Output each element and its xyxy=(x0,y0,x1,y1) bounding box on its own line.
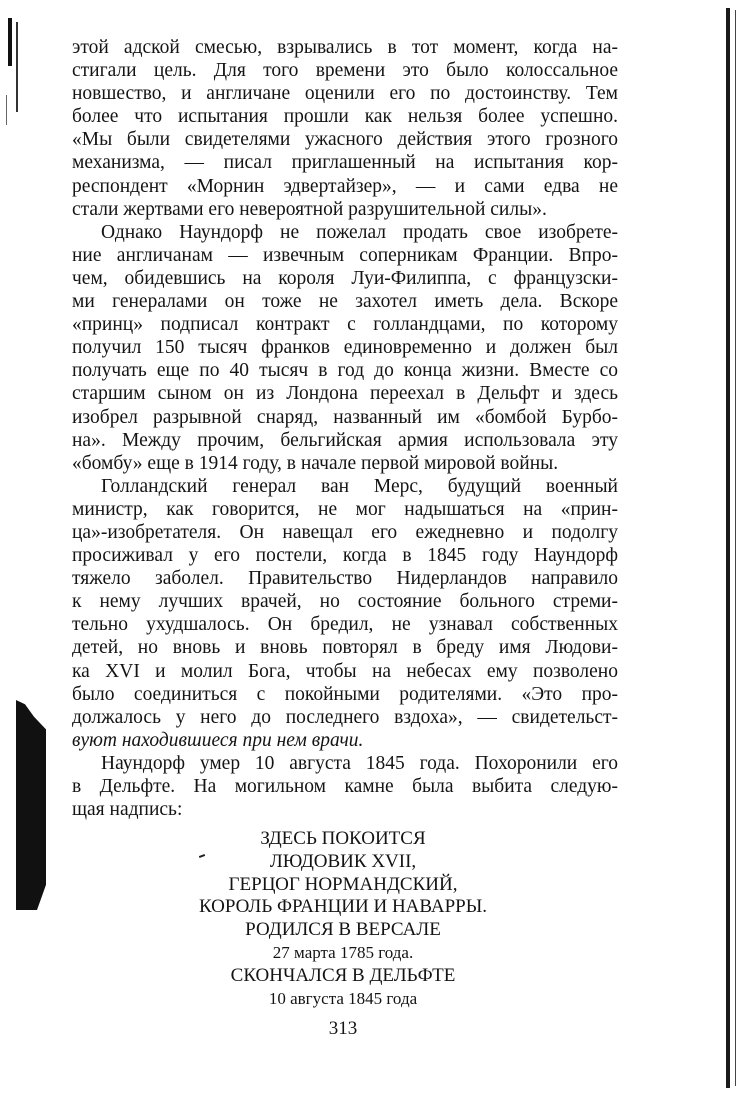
text-line: детей, но вновь и вновь повторял в бреду имя Людови- xyxy=(72,637,618,659)
text-line: Наундорф умер 10 августа 1845 года. Похоронили его xyxy=(101,752,618,774)
text-line: новшество, и англичане оценили его по достоинству. Тем xyxy=(72,83,618,105)
epitaph-line: КОРОЛЬ ФРАНЦИИ И НАВАРРЫ. xyxy=(198,896,488,918)
text-line: изобрел разрывной снаряд, названный им «бомбой Бурбо- xyxy=(72,406,618,428)
text-line: респондент «Морнин эдвертайзер», — и сами едва не xyxy=(72,175,618,197)
text-line: «бомбу» еще в 1914 году, в начале первой мировой войны. xyxy=(72,452,559,474)
text-line: «принц» подписал контракт с голландцами, по которому xyxy=(72,314,618,336)
text-line: более что испытания прошли как нельзя более успешно. xyxy=(72,106,618,128)
text-line: получил 150 тысяч франков единовременно и должен был xyxy=(72,337,618,359)
scan-edge-shadow xyxy=(726,8,730,1088)
scan-margin-mark xyxy=(8,18,12,66)
text-line: щая надпись: xyxy=(72,799,183,821)
paragraph xyxy=(72,221,618,475)
epitaph-line: РОДИЛСЯ В ВЕРСАЛЕ xyxy=(245,919,441,941)
text-line: ка XVI и молил Бога, чтобы на небесах ему позволено xyxy=(72,660,618,682)
text-line: механизма, — писал приглашенный на испытания кор- xyxy=(72,152,618,174)
text-line: «Мы были свидетелями ужасного действия этого грозного xyxy=(72,129,618,151)
body-text xyxy=(72,36,618,821)
scan-margin-mark xyxy=(16,22,18,112)
text-line: к нему лучших врачей, но состояние больного стреми- xyxy=(72,591,618,613)
paragraph xyxy=(72,475,618,752)
page-number: 313 xyxy=(328,1018,358,1039)
scan-margin-mark xyxy=(6,95,7,125)
text-line: просиживал у его постели, когда в 1845 году Наундорф xyxy=(72,545,618,567)
text-line: ми генералами он тоже не захотел иметь дела. Вскоре xyxy=(72,291,618,313)
text-line: было соединиться с покойными родителями. «Это про- xyxy=(72,683,618,705)
text-line: вуют находившиеся при нем врачи. xyxy=(72,729,364,751)
epitaph-line: СКОНЧАЛСЯ В ДЕЛЬФТЕ xyxy=(230,964,456,986)
text-line: на». Между прочим, бельгийская армия использовала эту xyxy=(72,429,618,451)
paragraph xyxy=(72,36,618,221)
epitaph-line: 27 марта 1785 года. xyxy=(272,942,414,962)
epitaph-line: 10 августа 1845 года xyxy=(268,988,418,1008)
text-line: ца»-изобретателя. Он навещал его ежедневно и подолгу xyxy=(72,521,618,543)
paragraph xyxy=(72,752,618,821)
text-line: в Дельфте. На могильном камне была выбита следую- xyxy=(72,776,618,797)
text-line: этой адской смесью, взрывались в тот момент, когда на- xyxy=(72,37,618,58)
text-line: ние англичанам — извечным соперникам Франции. Впро- xyxy=(72,244,618,266)
epitaph-line: ГЕРЦОГ НОРМАНДСКИЙ, xyxy=(228,873,458,895)
text-line: стали жертвами его невероятной разрушительной силы». xyxy=(72,198,547,220)
epitaph-line: ЗДЕСЬ ПОКОИТСЯ xyxy=(260,828,426,849)
text-line: министр, как говорится, не мог надышаться на «прин- xyxy=(72,498,618,520)
text-line: должалось у него до последнего вздоха», — свидетельст- xyxy=(72,706,618,728)
text-line: Однако Наундорф не пожелал продать свое изобрете- xyxy=(101,221,618,243)
text-line: старшим сыном он из Лондона переехал в Дельфт и здесь xyxy=(72,383,618,405)
scan-binding-shadow xyxy=(16,700,46,910)
scan-edge-line xyxy=(735,10,736,1086)
text-line: тельно ухудшалось. Он бредил, не узнавал собственных xyxy=(72,614,618,636)
text-line: Голландский генерал ван Мерс, будущий военный xyxy=(101,475,618,497)
epitaph-inscription xyxy=(140,828,546,1010)
text-line: тяжело заболел. Правительство Нидерландов направило xyxy=(72,568,618,590)
text-line: чем, обидевшись на короля Луи-Филиппа, с французски- xyxy=(72,267,618,289)
text-line: стигали цель. Для того времени это было колоссальное xyxy=(72,60,618,82)
text-line: получать еще по 40 тысяч в год до конца жизни. Вместе со xyxy=(72,360,618,382)
epitaph-line: ЛЮДОВИК XVII, xyxy=(269,850,417,872)
